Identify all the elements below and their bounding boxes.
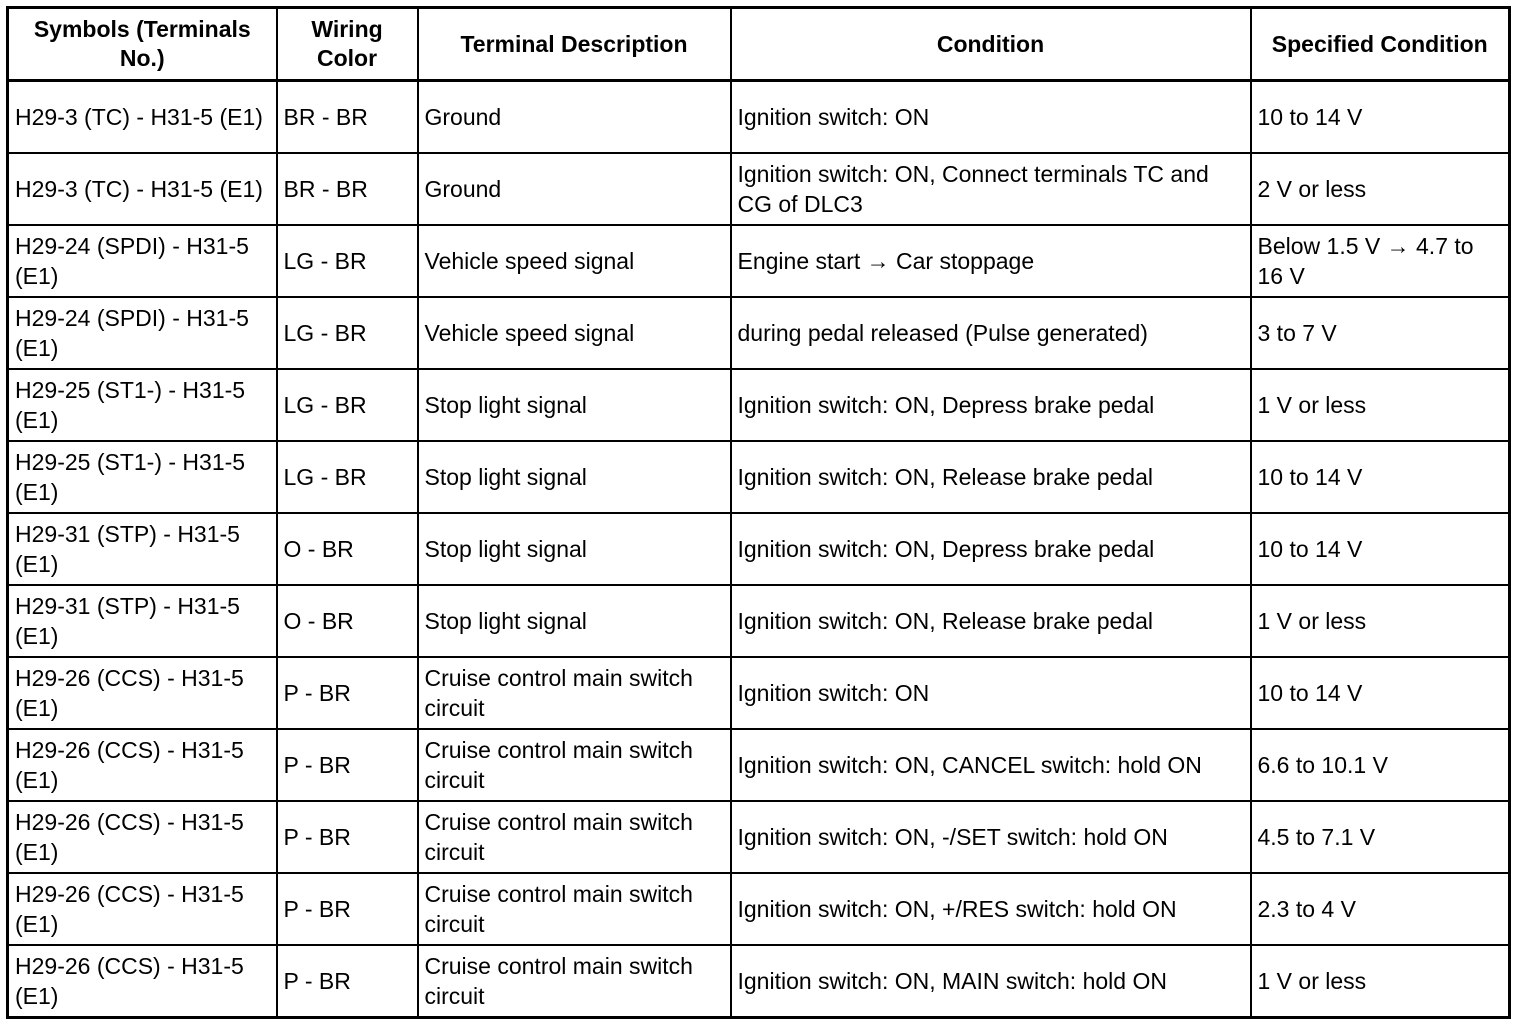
- table-header-row: [8, 8, 1510, 81]
- table-row: [8, 297, 1510, 369]
- cell-condition: Ignition switch: ON, -/SET switch: hold ON: [731, 801, 1251, 873]
- table-row: [8, 873, 1510, 945]
- cell-symbols: H29-26 (CCS) - H31-5 (E1): [8, 945, 277, 1018]
- table-row: [8, 441, 1510, 513]
- cell-symbols: H29-25 (ST1-) - H31-5 (E1): [8, 369, 277, 441]
- cell-terminal-description: Stop light signal: [418, 513, 731, 585]
- header-symbols: Symbols (Terminals No.): [8, 8, 277, 81]
- cell-terminal-description: Cruise control main switch circuit: [418, 801, 731, 873]
- cell-wiring-color: P - BR: [277, 873, 418, 945]
- header-terminal-description: Terminal Description: [418, 8, 731, 81]
- cell-specified-condition: 2.3 to 4 V: [1251, 873, 1510, 945]
- cell-specified-condition: 3 to 7 V: [1251, 297, 1510, 369]
- cell-symbols: H29-31 (STP) - H31-5 (E1): [8, 585, 277, 657]
- cell-terminal-description: Cruise control main switch circuit: [418, 945, 731, 1018]
- table-row: [8, 225, 1510, 297]
- cell-wiring-color: P - BR: [277, 801, 418, 873]
- cell-wiring-color: LG - BR: [277, 297, 418, 369]
- cell-terminal-description: Cruise control main switch circuit: [418, 729, 731, 801]
- cell-wiring-color: LG - BR: [277, 369, 418, 441]
- cell-wiring-color: P - BR: [277, 729, 418, 801]
- cell-wiring-color: BR - BR: [277, 153, 418, 225]
- table-row: [8, 369, 1510, 441]
- cell-symbols: H29-26 (CCS) - H31-5 (E1): [8, 873, 277, 945]
- cell-symbols: H29-26 (CCS) - H31-5 (E1): [8, 729, 277, 801]
- cell-condition: Ignition switch: ON, Depress brake pedal: [731, 369, 1251, 441]
- cell-condition: Ignition switch: ON, Connect terminals TC and CG of DLC3: [731, 153, 1251, 225]
- cell-symbols: H29-25 (ST1-) - H31-5 (E1): [8, 441, 277, 513]
- cell-terminal-description: Ground: [418, 153, 731, 225]
- cell-condition: Ignition switch: ON, Depress brake pedal: [731, 513, 1251, 585]
- cell-specified-condition: 10 to 14 V: [1251, 513, 1510, 585]
- table-row: [8, 945, 1510, 1018]
- cell-terminal-description: Ground: [418, 81, 731, 154]
- cell-condition: Ignition switch: ON, Release brake pedal: [731, 585, 1251, 657]
- cell-symbols: H29-24 (SPDI) - H31-5 (E1): [8, 297, 277, 369]
- cell-terminal-description: Stop light signal: [418, 585, 731, 657]
- cell-specified-condition: 10 to 14 V: [1251, 657, 1510, 729]
- cell-wiring-color: O - BR: [277, 513, 418, 585]
- cell-condition: Engine start → Car stoppage: [731, 225, 1251, 297]
- cell-wiring-color: P - BR: [277, 945, 418, 1018]
- cell-symbols: H29-26 (CCS) - H31-5 (E1): [8, 657, 277, 729]
- cell-terminal-description: Vehicle speed signal: [418, 297, 731, 369]
- table-row: [8, 585, 1510, 657]
- cell-specified-condition: 1 V or less: [1251, 945, 1510, 1018]
- cell-symbols: H29-3 (TC) - H31-5 (E1): [8, 153, 277, 225]
- cell-symbols: H29-3 (TC) - H31-5 (E1): [8, 81, 277, 154]
- cell-wiring-color: BR - BR: [277, 81, 418, 154]
- cell-condition: Ignition switch: ON: [731, 657, 1251, 729]
- cell-condition: Ignition switch: ON, +/RES switch: hold ON: [731, 873, 1251, 945]
- cell-specified-condition: 2 V or less: [1251, 153, 1510, 225]
- table-row: [8, 729, 1510, 801]
- header-condition: Condition: [731, 8, 1251, 81]
- cell-specified-condition: 6.6 to 10.1 V: [1251, 729, 1510, 801]
- cell-symbols: H29-26 (CCS) - H31-5 (E1): [8, 801, 277, 873]
- cell-specified-condition: 1 V or less: [1251, 369, 1510, 441]
- cell-terminal-description: Stop light signal: [418, 369, 731, 441]
- header-wiring-color: Wiring Color: [277, 8, 418, 81]
- cell-terminal-description: Cruise control main switch circuit: [418, 657, 731, 729]
- table-row: [8, 801, 1510, 873]
- header-specified-condition: Specified Condition: [1251, 8, 1510, 81]
- cell-terminal-description: Vehicle speed signal: [418, 225, 731, 297]
- cell-specified-condition: 10 to 14 V: [1251, 81, 1510, 154]
- cell-condition: Ignition switch: ON, CANCEL switch: hold ON: [731, 729, 1251, 801]
- cell-condition: Ignition switch: ON: [731, 81, 1251, 154]
- cell-wiring-color: LG - BR: [277, 225, 418, 297]
- cell-specified-condition: Below 1.5 V → 4.7 to 16 V: [1251, 225, 1510, 297]
- terminal-inspection-table: [6, 6, 1511, 1019]
- table-row: [8, 153, 1510, 225]
- table-row: [8, 81, 1510, 154]
- cell-symbols: H29-24 (SPDI) - H31-5 (E1): [8, 225, 277, 297]
- cell-wiring-color: P - BR: [277, 657, 418, 729]
- cell-symbols: H29-31 (STP) - H31-5 (E1): [8, 513, 277, 585]
- cell-wiring-color: LG - BR: [277, 441, 418, 513]
- table-row: [8, 513, 1510, 585]
- cell-condition: Ignition switch: ON, Release brake pedal: [731, 441, 1251, 513]
- cell-wiring-color: O - BR: [277, 585, 418, 657]
- table-row: [8, 657, 1510, 729]
- cell-specified-condition: 4.5 to 7.1 V: [1251, 801, 1510, 873]
- cell-terminal-description: Cruise control main switch circuit: [418, 873, 731, 945]
- cell-condition: during pedal released (Pulse generated): [731, 297, 1251, 369]
- cell-specified-condition: 10 to 14 V: [1251, 441, 1510, 513]
- cell-condition: Ignition switch: ON, MAIN switch: hold ON: [731, 945, 1251, 1018]
- cell-specified-condition: 1 V or less: [1251, 585, 1510, 657]
- table-body: [8, 81, 1510, 1018]
- cell-terminal-description: Stop light signal: [418, 441, 731, 513]
